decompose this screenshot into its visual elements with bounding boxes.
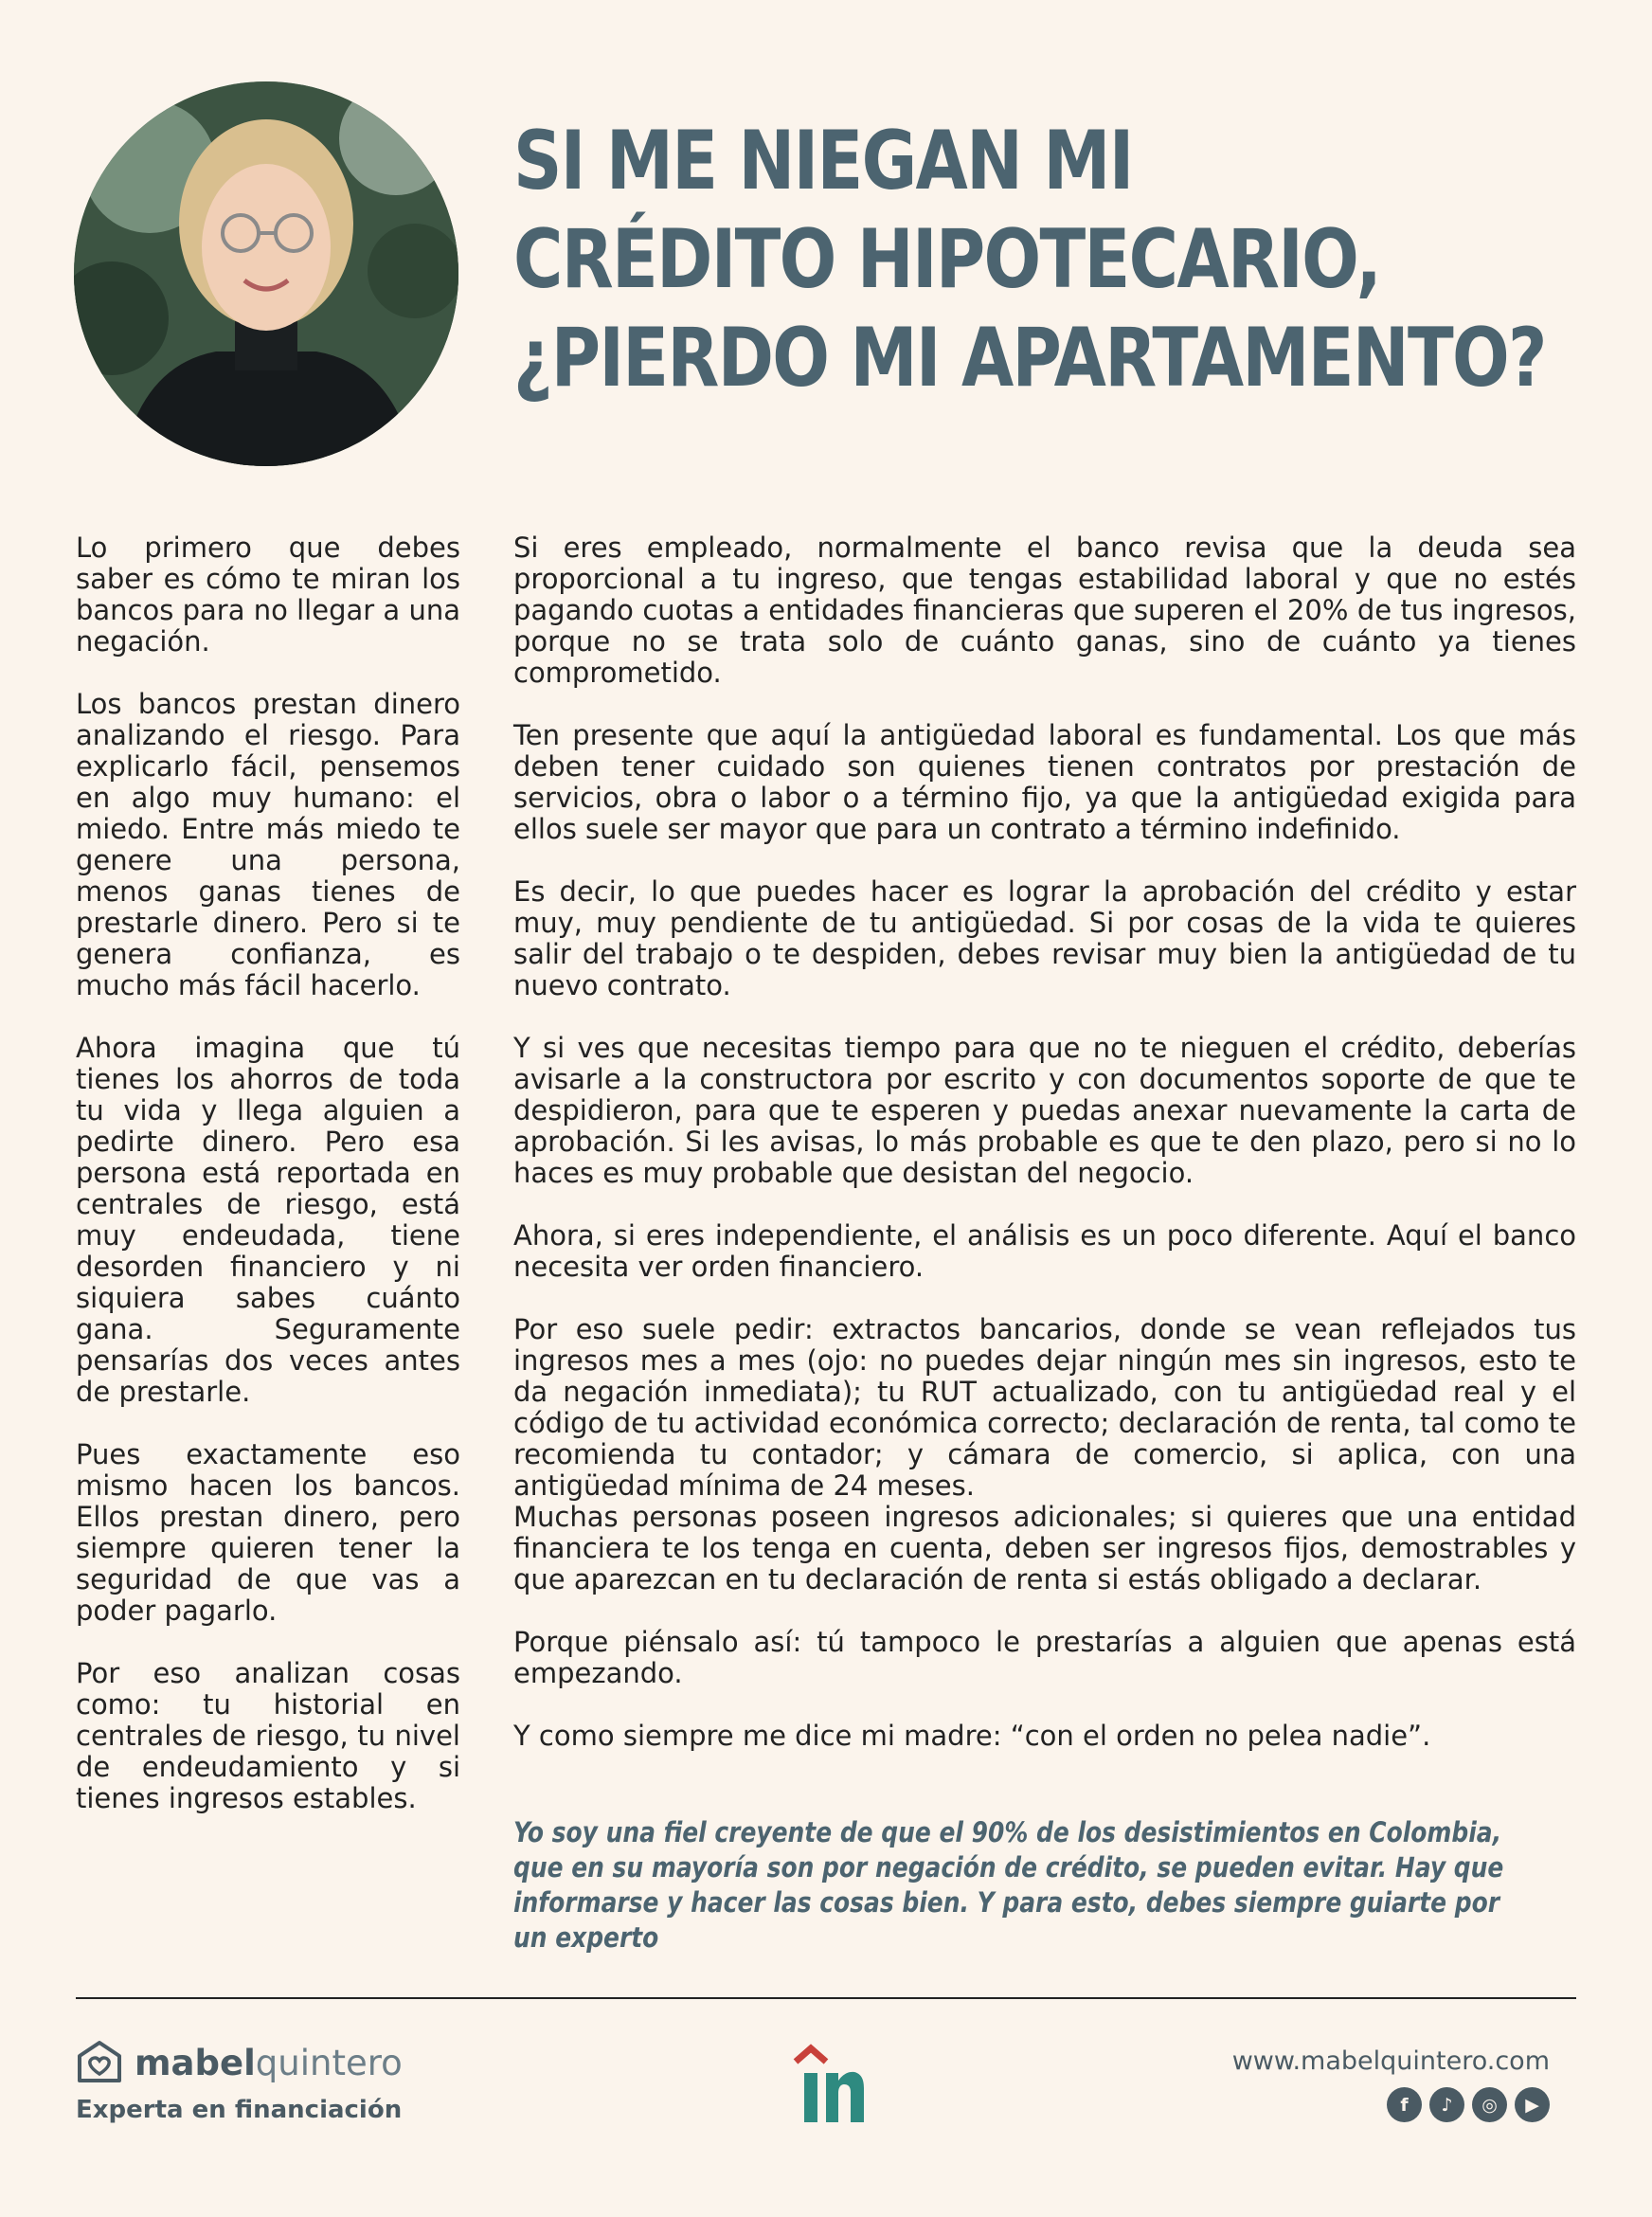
facebook-icon[interactable]: f [1387,2087,1422,2122]
paragraph: Ahora imagina que tú tienes los ahorros de toda tu vida y llega alguien a pedirte dinero. Pero esa persona está reportada en centrales de riesgo, está muy endeudada, tiene desorden financiero y ni siquiera sabes cuánto gana. Seguramente pensarías dos veces antes de prestarle. [76,1032,460,1408]
paragraph: Porque piénsalo así: tú tampoco le prestarías a alguien que apenas está empezando. [513,1626,1576,1689]
paragraph: Los bancos prestan dinero analizando el riesgo. Para explicarlo fácil, pensemos en algo muy humano: el miedo. Entre más miedo te genere una persona, menos ganas tienes de prestarle dinero. Pero si te genera confianza, es mucho más fácil hacerlo. [76,688,460,1001]
paragraph: Ten presente que aquí la antigüedad laboral es fundamental. Los que más deben tener cuidado son quienes tienen contratos por prestación de servicios, obra o labor o a término fijo, ya que la antigüedad exigida para ellos suele ser mayor que para un contrato a término indefinido. [513,719,1576,845]
title-line-3: ¿PIERDO MI APARTAMENTO? [513,311,1546,406]
social-links [1232,2087,1550,2122]
page-title [513,112,1546,407]
left-column [76,532,460,1846]
right-column [513,532,1576,1783]
website-link[interactable]: www.mabelquintero.com [1231,2046,1550,2076]
paragraph: Muchas personas poseen ingresos adicionales; si quieres que una entidad financiera te los tenga en cuenta, deben ser ingresos fijos, demostrables y que aparezcan en tu declaración de renta si estás obligado a declarar. [513,1501,1576,1595]
brand-name [135,2043,403,2083]
title-line-2: CRÉDITO HIPOTECARIO, [513,212,1381,307]
brand-name-light: quintero [255,2042,403,2083]
author-portrait [74,81,458,466]
youtube-icon[interactable]: ▶ [1515,2087,1550,2122]
closing-quote: Yo soy una fiel creyente de que el 90% de los desistimientos en Colombia, que en su mayoría son por negación de crédito, se pueden evitar. Hay que informarse y hacer las cosas bien. Y para esto, debes siempre guiarte por un experto [513,1816,1504,1954]
brand-block [76,2039,403,2124]
paragraph: Lo primero que debes saber es cómo te miran los bancos para no llegar a una negación. [76,532,460,658]
brand-tagline: Experta en financiación [76,2096,403,2124]
paragraph: Por eso suele pedir: extractos bancarios, donde se vean reflejados tus ingresos mes a mes (ojo: no puedes dejar ningún mes sin ingresos, esto te da negación inmediata); tu RUT actualizado, con tu antigüedad real y el código de tu actividad económica correcto; declaración de renta, tal como te recomienda tu contador; y cámara de comercio, si aplica, con una antigüedad mínima de 24 meses. [513,1313,1576,1502]
footer-divider [76,1997,1576,1999]
footer-contact [1232,2046,1550,2122]
paragraph: Pues exactamente eso mismo hacen los bancos. Ellos prestan dinero, pero siempre quieren tener la seguridad de que vas a poder pagarlo. [76,1438,460,1627]
paragraph: Y como siempre me dice mi madre: “con el orden no pelea nadie”. [513,1720,1431,1752]
title-line-1: SI ME NIEGAN MI [513,114,1133,208]
paragraph: Si eres empleado, normalmente el banco revisa que la deuda sea proporcional a tu ingreso, que tengas estabilidad laboral y que no estés pagando cuotas a entidades financieras que superen el 20% de tus ingresos, porque no se trata solo de cuánto ganas, sino de cuánto ya tienes comprometido. [513,532,1576,689]
paragraph: Por eso analizan cosas como: tu historial en centrales de riesgo, tu nivel de endeudamiento y si tienes ingresos estables. [76,1657,460,1814]
brand-name-bold: mabel [135,2042,256,2083]
instagram-icon[interactable]: ◎ [1472,2087,1507,2122]
paragraph: Y si ves que necesitas tiempo para que no te nieguen el crédito, deberías avisarle a la constructora por escrito y con documentos soporte de que te despidieron, para que te esperen y puedas anexar nuevamente la carta de aprobación. Si les avisas, lo más probable es que te den plazo, pero si no lo haces es muy probable que desistan del negocio. [513,1032,1576,1189]
heart-house-logo-icon [76,2039,123,2086]
in-house-logo-icon [786,2041,866,2126]
paragraph: Ahora, si eres independiente, el análisis es un poco diferente. Aquí el banco necesita ver orden financiero. [513,1219,1576,1283]
paragraph: Es decir, lo que puedes hacer es lograr la aprobación del crédito y estar muy, muy pendiente de tu antigüedad. Si por cosas de la vida te quieres salir del trabajo o te despiden, debes revisar muy bien la antigüedad de tu nuevo contrato. [513,875,1576,1001]
tiktok-icon[interactable]: ♪ [1429,2087,1464,2122]
